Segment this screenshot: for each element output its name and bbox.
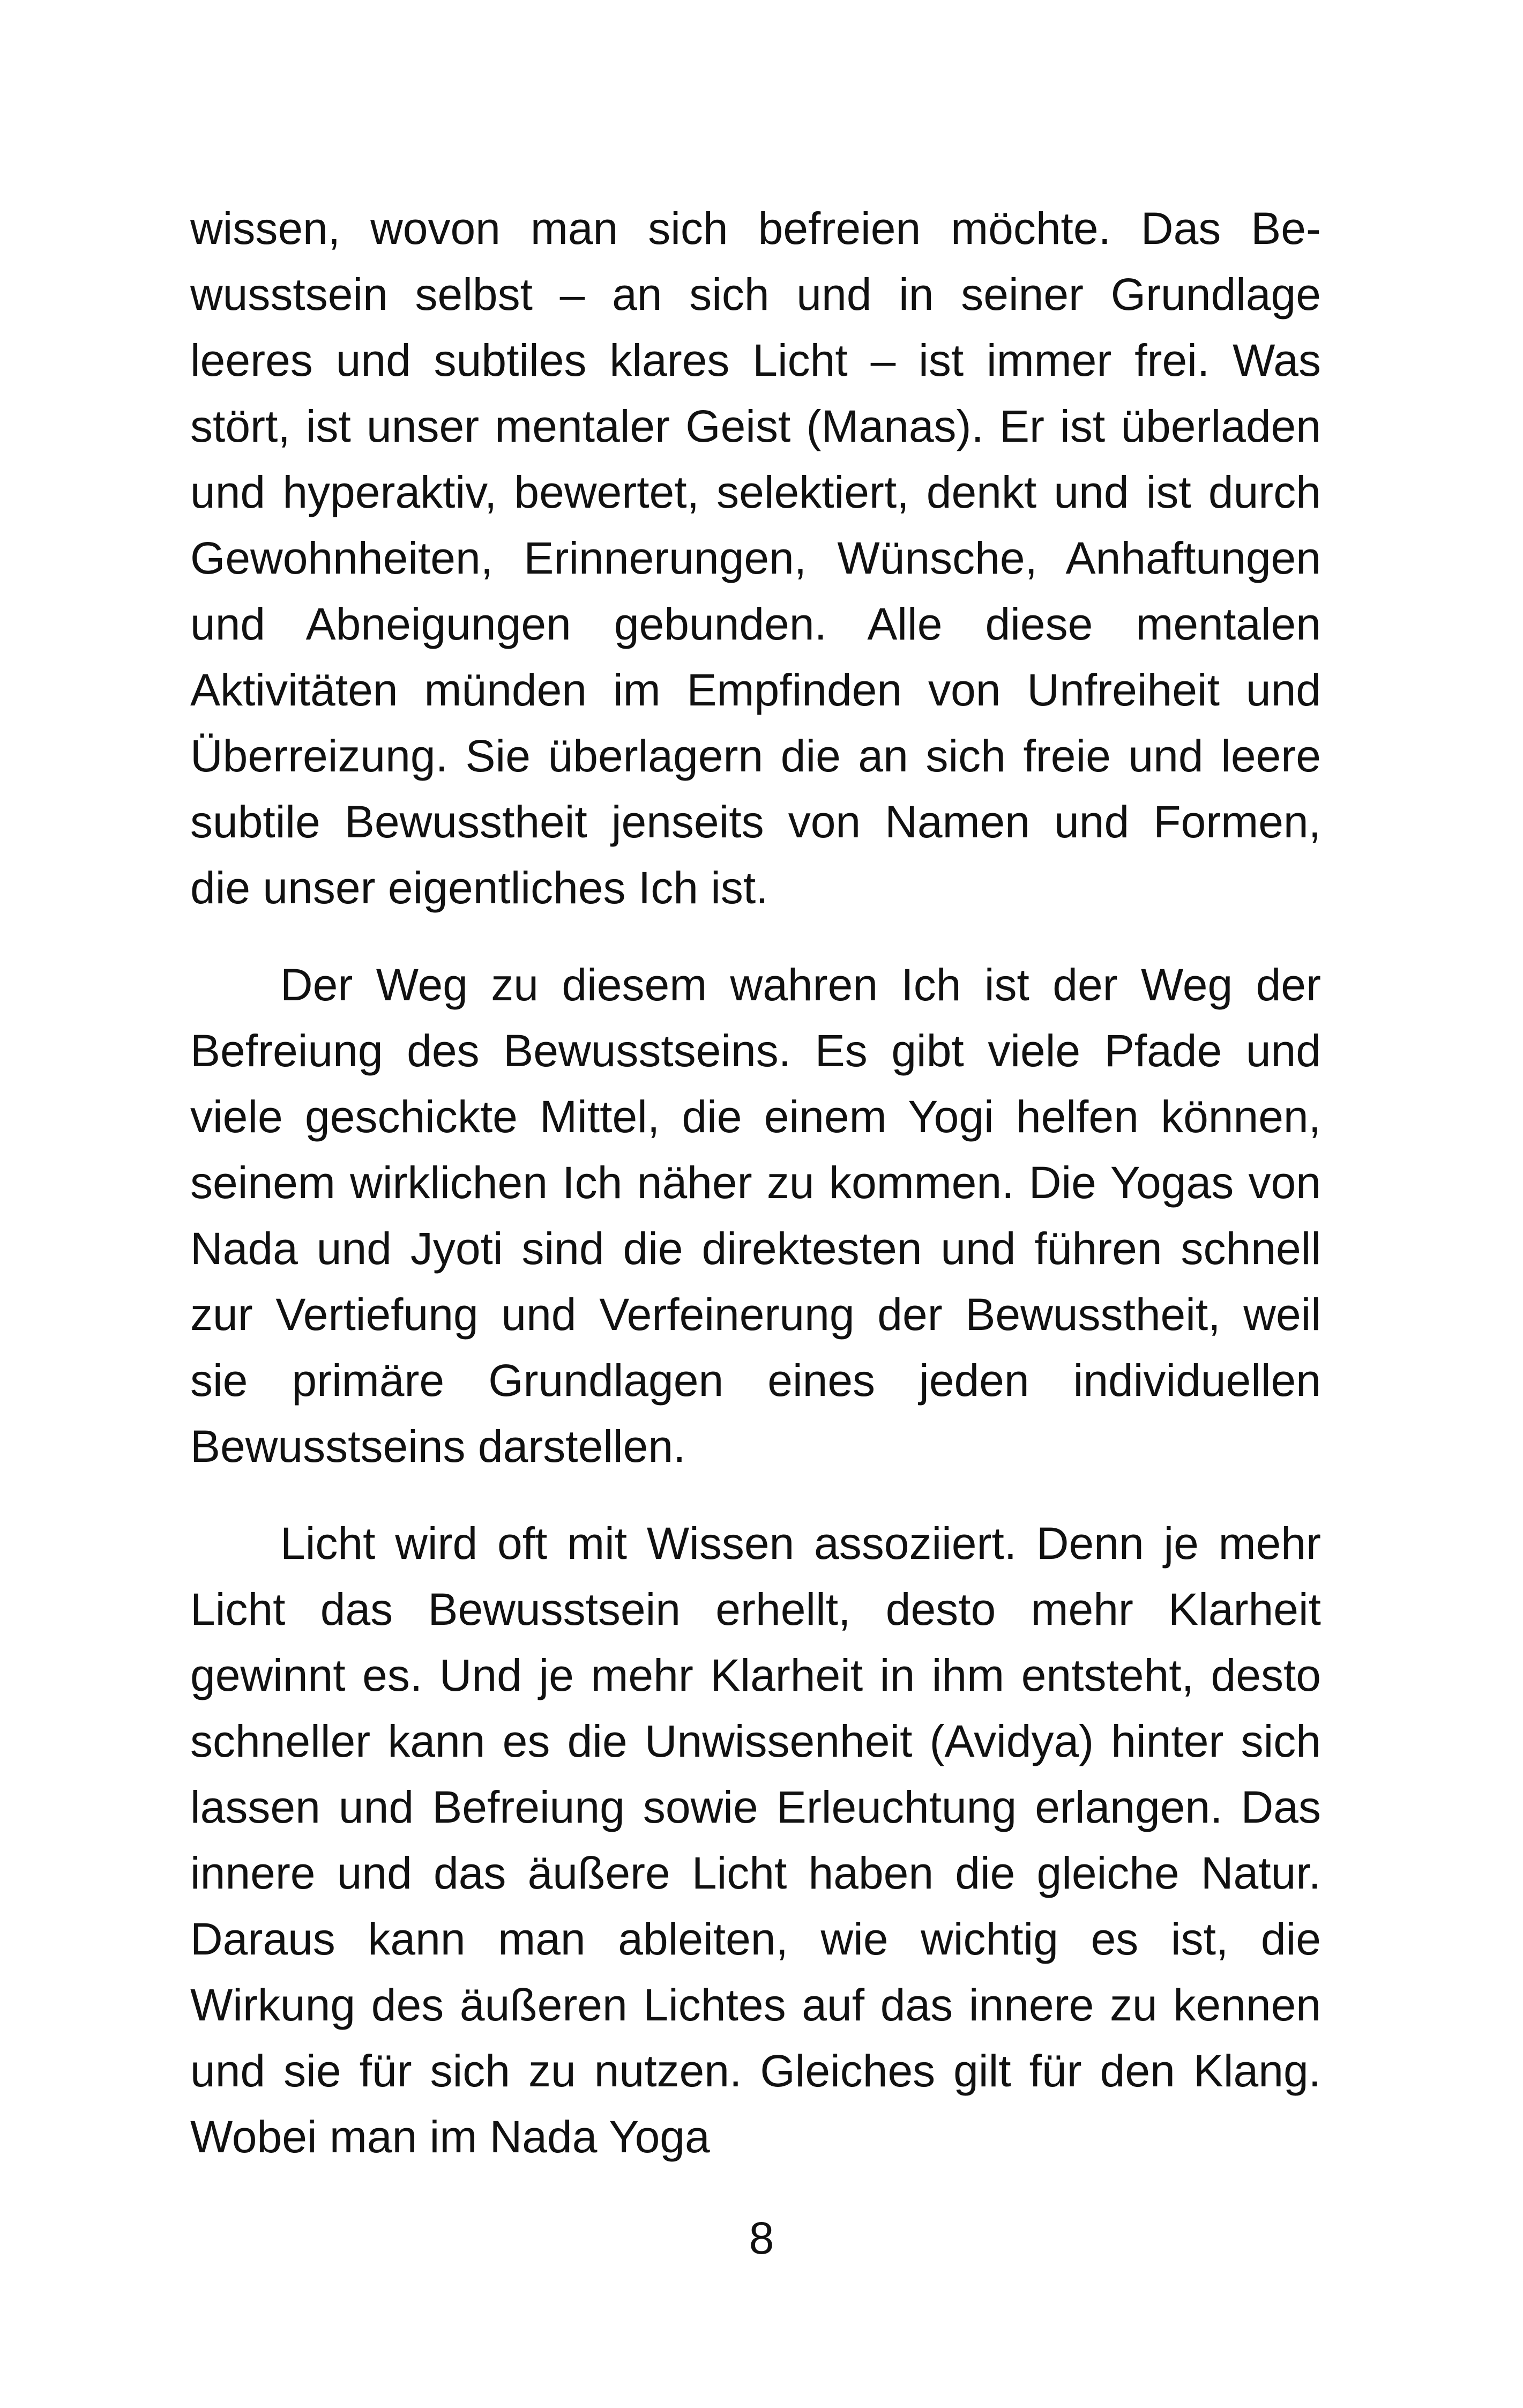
paragraph-3: Licht wird oft mit Wissen assoziiert. Denn je mehr Licht das Bewusstsein erhellt, desto mehr Klarheit gewinnt es. Und je mehr Klarheit in ihm entsteht, desto schneller kann es die Unwissenheit (Avidya) hinter sich lassen und Befreiung sowie Erleuchtung erlangen. Das innere und das äußere Licht haben die gleiche Natur. Daraus kann man ableiten, wie wichtig es ist, die Wirkung des äußeren Lichtes auf das innere zu kennen und sie für sich zu nutzen. Gleiches gilt für den Klang. Wobei man im Nada Yoga [190, 1518, 1321, 2162]
paragraph-2: Der Weg zu diesem wahren Ich ist der Weg der Befreiung des Bewusstseins. Es gibt viele Pfade und viele geschickte Mittel, die einem Yogi helfen können, seinem wirklichen Ich näher zu kommen. Die Yogas von Nada und Jyoti sind die direktesten und führen schnell zur Vertiefung und Verfeinerung der Bewusstheit, weil sie primäre Grundlagen eines jeden individuellen Bewusstseins darstellen. [190, 960, 1321, 1471]
body-text [190, 196, 1321, 2170]
paragraph-1: wissen, wovon man sich befreien möchte. Das Bewusstsein selbst – an sich und in seiner Grundlage leeres und subtiles klares Licht – ist immer frei. Was stört, ist unser mentaler Geist (Manas). Er ist überladen und hyperaktiv, bewertet, selektiert, denkt und ist durch Gewohnheiten, Erinnerungen, Wünsche, Anhaftungen und Abneigungen gebunden. Alle diese mentalen Aktivitäten münden im Empfinden von Unfreiheit und Überreizung. Sie überlagern die an sich freie und leere subtile Bewusstheit jenseits von Namen und Formen, die unser eigentliches Ich ist. [190, 203, 1321, 913]
page-number: 8 [749, 2213, 774, 2263]
